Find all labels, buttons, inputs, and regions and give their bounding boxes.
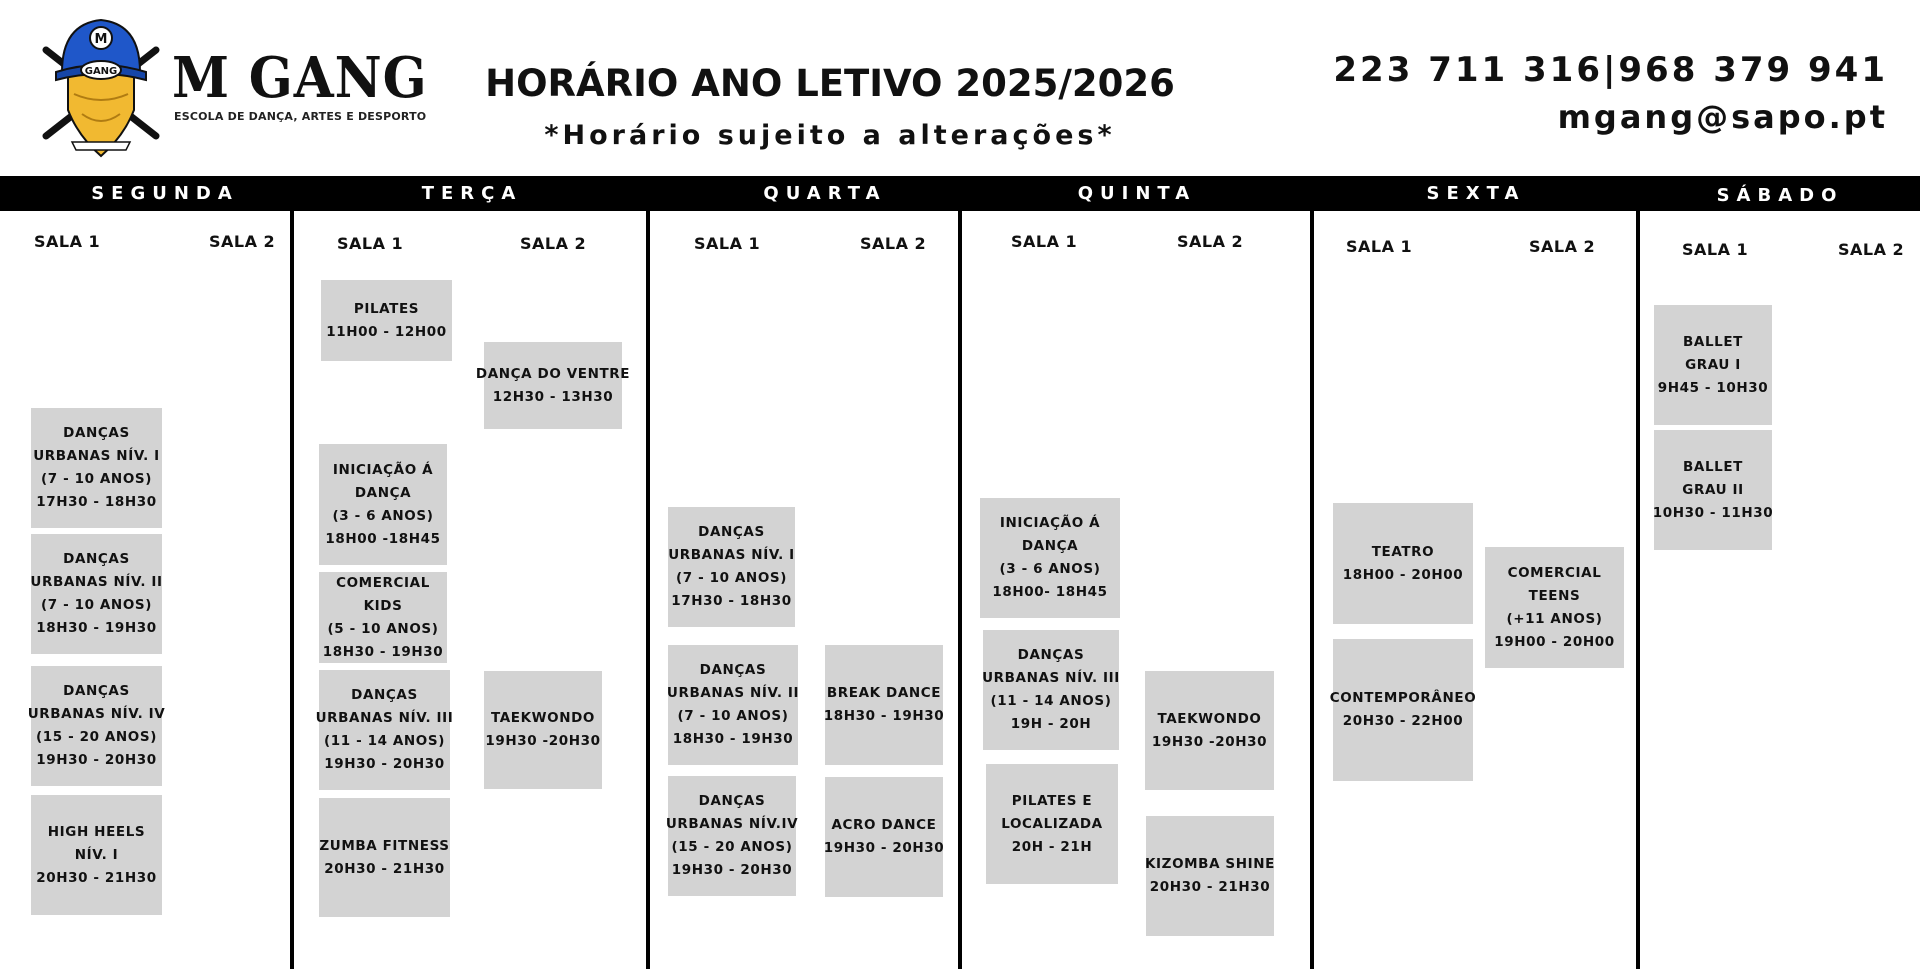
class-card-line: GRAU II xyxy=(1682,481,1744,498)
class-card xyxy=(31,408,162,528)
class-card xyxy=(27,666,166,786)
class-card-line: BREAK DANCE xyxy=(826,685,942,701)
class-card xyxy=(319,444,447,565)
class-card-line: ZUMBA FITNESS xyxy=(319,837,450,854)
class-card xyxy=(1654,305,1772,425)
class-card-line: (7 - 10 ANOS) xyxy=(677,708,789,724)
day-segunda: SEGUNDA xyxy=(91,183,239,204)
day-quarta: QUARTA xyxy=(763,183,887,204)
class-card-line: DANÇAS xyxy=(351,687,418,703)
room-label: SALA 1 xyxy=(1682,240,1749,259)
class-card xyxy=(980,498,1120,618)
class-card-line: (7 - 10 ANOS) xyxy=(41,471,152,487)
class-card-line: BALLET xyxy=(1683,333,1743,350)
class-card xyxy=(31,795,162,915)
column-divider xyxy=(290,176,294,969)
class-card-line: 18H00 -18H45 xyxy=(325,530,441,547)
class-card xyxy=(668,507,795,627)
class-card-line: LOCALIZADA xyxy=(1001,815,1103,832)
class-card xyxy=(825,645,943,765)
class-card-line: 20H30 - 21H30 xyxy=(324,860,445,877)
class-card xyxy=(475,342,631,429)
class-card-line: URBANAS NÍV. III xyxy=(315,710,454,726)
class-card xyxy=(1485,547,1624,668)
room-label: SALA 1 xyxy=(1011,232,1078,251)
day-quinta: QUINTA xyxy=(1077,183,1197,204)
class-card-line: DANÇAS xyxy=(698,524,765,540)
class-card-line: 18H30 - 19H30 xyxy=(36,620,157,636)
class-card xyxy=(1654,430,1772,550)
room-label: SALA 2 xyxy=(1529,237,1596,256)
class-card-line: 19H30 - 20H30 xyxy=(324,756,445,772)
class-card-line: DANÇA xyxy=(1021,538,1079,554)
brand-logo xyxy=(38,10,164,158)
class-card-line: DANÇA DO VENTRE xyxy=(475,365,631,382)
page-subtitle: *Horário sujeito a alterações* xyxy=(544,120,1116,151)
class-card xyxy=(1333,503,1473,624)
contact-phones: 223 711 316|968 379 941 xyxy=(1333,50,1888,90)
room-label: SALA 2 xyxy=(1177,232,1244,251)
brand-name: M GANG xyxy=(172,45,428,111)
class-card-line: DANÇAS xyxy=(63,683,130,699)
class-card-line: CONTEMPORÂNEO xyxy=(1329,690,1477,706)
class-card-line: PILATES E xyxy=(1011,792,1093,809)
class-card-line: 19H30 - 20H30 xyxy=(36,752,157,768)
column-divider xyxy=(1310,176,1314,969)
room-label: SALA 1 xyxy=(337,234,404,253)
class-card-line: URBANAS NÍV. II xyxy=(30,574,163,590)
contact-email: mgang@sapo.pt xyxy=(1557,98,1888,136)
class-card-line: DANÇAS xyxy=(698,793,766,809)
class-card-line: URBANAS NÍV. IV xyxy=(27,706,166,722)
room-label: SALA 1 xyxy=(34,232,101,251)
class-card-line: 19H00 - 20H00 xyxy=(1494,633,1615,650)
class-card-line: KIDS xyxy=(363,597,403,614)
class-card-line: PILATES xyxy=(353,300,420,317)
class-card xyxy=(319,798,450,917)
class-card-line: 10H30 - 11H30 xyxy=(1652,504,1774,521)
class-card-line: HIGH HEELS xyxy=(47,823,146,840)
class-card-line: 19H30 -20H30 xyxy=(485,733,601,749)
class-card-line: 20H30 - 21H30 xyxy=(1149,879,1271,895)
class-card-line: (15 - 20 ANOS) xyxy=(671,839,793,855)
day-sabado: SÁBADO xyxy=(1716,185,1844,206)
class-card xyxy=(319,572,447,663)
class-card-line: 17H30 - 18H30 xyxy=(36,494,157,510)
class-card-line: (3 - 6 ANOS) xyxy=(999,561,1101,577)
room-label: SALA 2 xyxy=(860,234,927,253)
class-card-line: 19H - 20H xyxy=(1010,716,1092,732)
class-card xyxy=(825,777,943,897)
class-card xyxy=(986,764,1118,884)
class-card-line: INICIAÇÃO Á xyxy=(332,461,434,478)
class-card-line: 20H - 21H xyxy=(1011,838,1093,855)
class-card-line: (5 - 10 ANOS) xyxy=(327,620,439,637)
room-label: SALA 1 xyxy=(694,234,761,253)
svg-text:GANG: GANG xyxy=(84,66,118,77)
page-title: HORÁRIO ANO LETIVO 2025/2026 xyxy=(485,62,1175,105)
class-card-line: URBANAS NÍV. III xyxy=(982,670,1120,686)
class-card xyxy=(668,645,798,765)
class-card-line: TEENS xyxy=(1528,587,1581,604)
room-label: SALA 1 xyxy=(1346,237,1413,256)
column-divider xyxy=(958,176,962,969)
class-card xyxy=(665,776,799,896)
class-card xyxy=(983,630,1119,750)
class-card-line: TAEKWONDO xyxy=(490,710,596,726)
class-card xyxy=(484,671,602,789)
class-card-line: DANÇAS xyxy=(63,425,130,441)
class-card xyxy=(1145,671,1274,790)
class-card-line: 18H30 - 19H30 xyxy=(823,708,945,724)
class-card xyxy=(1146,816,1274,936)
class-card-line: NÍV. I xyxy=(74,846,119,863)
class-card xyxy=(1329,639,1477,781)
class-card-line: 17H30 - 18H30 xyxy=(671,593,792,609)
class-card-line: 19H30 - 20H30 xyxy=(671,862,793,878)
class-card-line: 19H30 -20H30 xyxy=(1151,733,1268,750)
class-card-line: 18H00 - 20H00 xyxy=(1342,566,1464,583)
class-card-line: ACRO DANCE xyxy=(831,817,937,833)
class-card-line: (+11 ANOS) xyxy=(1506,610,1603,627)
class-card xyxy=(31,534,162,654)
class-card-line: 18H30 - 19H30 xyxy=(672,731,794,747)
class-card-line: 18H30 - 19H30 xyxy=(322,643,444,660)
class-card-line: (15 - 20 ANOS) xyxy=(36,729,157,745)
class-card-line: GRAU I xyxy=(1685,356,1741,373)
class-card-line: (11 - 14 ANOS) xyxy=(324,733,445,749)
class-card-line: COMERCIAL xyxy=(336,574,430,591)
class-card-line: 20H30 - 21H30 xyxy=(36,869,157,886)
class-card-line: 11H00 - 12H00 xyxy=(326,323,447,340)
class-card-line: 12H30 - 13H30 xyxy=(492,388,614,405)
class-card-line: TEATRO xyxy=(1371,543,1435,560)
room-label: SALA 2 xyxy=(209,232,276,251)
class-card-line: 19H30 - 20H30 xyxy=(823,840,945,856)
class-card-line: (11 - 14 ANOS) xyxy=(990,693,1112,709)
class-card-line: URBANAS NÍV. II xyxy=(666,685,800,701)
class-card-line: 20H30 - 22H00 xyxy=(1342,713,1464,729)
class-card-line: URBANAS NÍV. I xyxy=(668,547,795,563)
class-card-line: (7 - 10 ANOS) xyxy=(41,597,152,613)
brand-tagline: ESCOLA DE DANÇA, ARTES E DESPORTO xyxy=(174,110,427,123)
class-card-line: INICIAÇÃO Á xyxy=(999,515,1101,531)
svg-text:M: M xyxy=(94,32,108,47)
class-card-line: DANÇAS xyxy=(63,551,130,567)
masked-figure-logo-icon xyxy=(38,10,164,158)
column-divider xyxy=(1636,176,1640,969)
class-card-line: TAEKWONDO xyxy=(1157,710,1262,727)
class-card-line: 9H45 - 10H30 xyxy=(1657,379,1769,396)
class-card-line: COMERCIAL xyxy=(1507,564,1602,581)
class-card xyxy=(315,670,454,790)
column-divider xyxy=(646,176,650,969)
room-label: SALA 2 xyxy=(1838,240,1905,259)
class-card-line: DANÇA xyxy=(354,484,412,501)
class-card-line: (7 - 10 ANOS) xyxy=(676,570,787,586)
room-label: SALA 2 xyxy=(520,234,587,253)
class-card-line: DANÇAS xyxy=(1017,647,1085,663)
class-card-line: URBANAS NÍV. I xyxy=(33,448,160,464)
day-terca: TERÇA xyxy=(421,183,523,204)
class-card xyxy=(321,280,452,361)
class-card-line: BALLET xyxy=(1683,458,1743,475)
class-card-line: URBANAS NÍV.IV xyxy=(665,816,799,832)
class-card-line: 18H00- 18H45 xyxy=(992,584,1108,600)
class-card-line: (3 - 6 ANOS) xyxy=(332,507,434,524)
day-sexta: SEXTA xyxy=(1426,183,1526,204)
class-card-line: DANÇAS xyxy=(699,662,767,678)
class-card-line: KIZOMBA SHINE xyxy=(1145,856,1275,872)
